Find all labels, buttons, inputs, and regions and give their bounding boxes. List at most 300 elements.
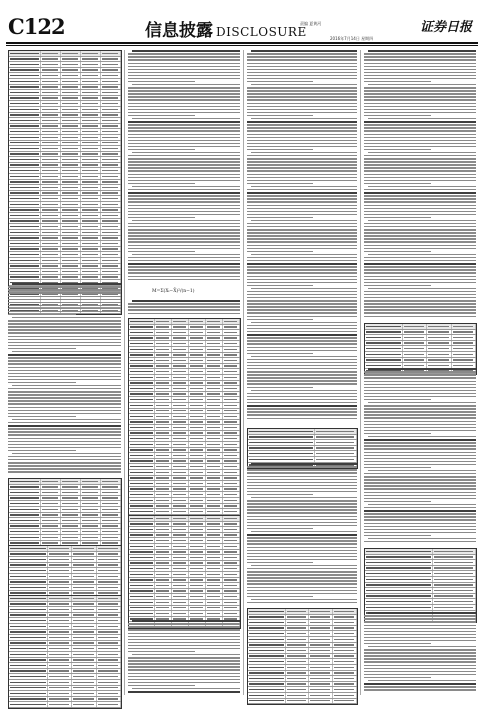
table-cell	[248, 693, 286, 698]
table-cell	[9, 580, 48, 585]
table-cell	[189, 336, 206, 341]
text-line	[8, 434, 121, 435]
table-cell	[223, 464, 240, 469]
table-cell	[189, 386, 206, 391]
text-line	[368, 368, 476, 370]
table-cell	[223, 336, 240, 341]
table-cell	[81, 107, 101, 112]
table-cell	[41, 490, 61, 495]
text-line	[8, 299, 121, 300]
text-line	[364, 300, 476, 301]
table-cell	[41, 535, 61, 540]
text-line	[247, 371, 357, 372]
text-line	[247, 466, 357, 467]
table-cell	[223, 492, 240, 497]
text-line	[247, 109, 357, 110]
column-3-table-b	[247, 608, 357, 705]
text-line	[247, 223, 357, 224]
table-cell	[155, 538, 172, 543]
text-line	[364, 245, 476, 246]
table-cell	[433, 571, 476, 576]
table-cell	[97, 624, 121, 629]
text-line	[364, 205, 476, 206]
text-line	[364, 473, 476, 474]
table-cell	[365, 335, 403, 340]
table-cell	[9, 73, 41, 78]
text-line	[364, 387, 476, 388]
table-cell	[48, 641, 72, 646]
table-cell	[286, 615, 310, 620]
text-line	[364, 266, 476, 267]
date-line: 2016年7月14日 星期四	[330, 36, 374, 41]
text-line	[247, 93, 357, 94]
text-line	[8, 422, 121, 423]
text-line	[364, 257, 476, 258]
table-cell	[315, 451, 357, 456]
text-line	[364, 479, 476, 480]
text-line	[247, 602, 357, 603]
text-line	[247, 418, 357, 419]
text-line	[12, 385, 121, 386]
table-cell	[189, 459, 206, 464]
table-cell	[9, 152, 41, 157]
masthead	[0, 0, 484, 44]
table-cell	[155, 375, 172, 380]
table-cell	[309, 665, 333, 670]
text-line	[364, 414, 476, 415]
text-line	[128, 87, 240, 88]
table-cell	[309, 659, 333, 664]
text-line	[128, 691, 240, 693]
table-cell	[129, 544, 155, 549]
table-cell	[172, 330, 189, 335]
table-cell	[248, 682, 286, 687]
table-cell	[41, 51, 61, 56]
table-cell	[155, 392, 172, 397]
table-cell	[48, 669, 72, 674]
text-line	[247, 350, 357, 351]
table-cell	[223, 583, 240, 588]
table-cell	[206, 594, 223, 599]
table-cell	[61, 479, 81, 484]
text-line	[128, 245, 240, 246]
table-cell	[172, 527, 189, 532]
table-cell	[97, 697, 121, 702]
table-cell	[223, 325, 240, 330]
table-cell	[223, 364, 240, 369]
table-cell	[41, 79, 61, 84]
table-cell	[61, 174, 81, 179]
newspaper-logo: 证券日报	[419, 20, 472, 35]
table-cell	[97, 669, 121, 674]
article-text	[128, 620, 240, 694]
table-cell	[333, 609, 357, 614]
table-cell	[223, 606, 240, 611]
table-cell	[81, 185, 101, 190]
text-line	[364, 198, 476, 199]
table-cell	[248, 699, 286, 704]
table-cell	[129, 403, 155, 408]
table-cell	[223, 498, 240, 503]
text-line	[364, 127, 476, 128]
table-cell	[286, 631, 310, 636]
text-line	[364, 294, 476, 295]
table-cell	[9, 646, 48, 651]
table-cell	[206, 527, 223, 532]
table-cell	[206, 538, 223, 543]
table-cell	[248, 620, 286, 625]
table-cell	[129, 492, 155, 497]
table-cell	[61, 513, 81, 518]
text-line	[247, 547, 357, 548]
table-cell	[101, 79, 121, 84]
table-cell	[223, 330, 240, 335]
table-cell	[9, 641, 48, 646]
table-cell	[72, 691, 96, 696]
table-row	[9, 702, 121, 708]
masthead-rule-thin	[6, 45, 478, 46]
text-line	[8, 348, 76, 349]
table-cell	[172, 561, 189, 566]
table-cell	[189, 606, 206, 611]
table-cell	[9, 219, 41, 224]
table-cell	[41, 191, 61, 196]
table-cell	[97, 641, 121, 646]
table-cell	[206, 533, 223, 538]
text-line	[247, 69, 357, 70]
table-cell	[101, 485, 121, 490]
table-cell	[48, 602, 72, 607]
text-line	[247, 550, 357, 551]
text-line	[128, 170, 240, 171]
table-cell	[97, 563, 121, 568]
table-cell	[61, 524, 81, 529]
table-cell	[101, 118, 121, 123]
table-cell	[189, 364, 206, 369]
table-cell	[189, 533, 206, 538]
table-cell	[41, 113, 61, 118]
table-cell	[129, 330, 155, 335]
text-line	[364, 448, 476, 449]
text-line	[364, 532, 476, 533]
text-line	[8, 438, 121, 439]
table-cell	[9, 596, 48, 601]
table-cell	[286, 648, 310, 653]
table-cell	[427, 358, 451, 363]
table-cell	[9, 135, 41, 140]
table-cell	[155, 353, 172, 358]
table-cell	[41, 62, 61, 67]
text-line	[364, 149, 431, 150]
table-cell	[9, 247, 41, 252]
table-cell	[9, 585, 48, 590]
table-cell	[48, 618, 72, 623]
table-cell	[286, 665, 310, 670]
table-cell	[9, 51, 41, 56]
table-cell	[81, 101, 101, 106]
table-cell	[365, 330, 403, 335]
table-cell	[9, 180, 41, 185]
table-cell	[41, 479, 61, 484]
table-cell	[81, 180, 101, 185]
text-line	[364, 458, 476, 459]
table-cell	[206, 336, 223, 341]
table-cell	[172, 509, 189, 514]
text-line	[128, 208, 240, 209]
table-cell	[81, 191, 101, 196]
table-cell	[41, 529, 61, 534]
table-cell	[48, 613, 72, 618]
table-cell	[129, 397, 155, 402]
table-cell	[248, 451, 315, 456]
table-cell	[333, 643, 357, 648]
text-line	[247, 393, 357, 394]
table-cell	[315, 435, 357, 440]
table-cell	[223, 386, 240, 391]
text-line	[247, 78, 357, 79]
table-cell	[129, 572, 155, 577]
table-cell	[223, 459, 240, 464]
table-cell	[72, 624, 96, 629]
table-cell	[172, 481, 189, 486]
text-line	[128, 115, 195, 116]
table-cell	[81, 113, 101, 118]
table-cell	[101, 269, 121, 274]
table-cell	[41, 513, 61, 518]
table-cell	[172, 453, 189, 458]
table-cell	[41, 196, 61, 201]
table-cell	[333, 631, 357, 636]
table-cell	[101, 258, 121, 263]
table-cell	[433, 583, 476, 588]
table-cell	[223, 594, 240, 599]
text-line	[247, 279, 357, 280]
text-line	[368, 470, 476, 471]
text-line	[247, 319, 313, 320]
table-cell	[97, 658, 121, 663]
table-cell	[81, 490, 101, 495]
table-cell	[101, 490, 121, 495]
text-line	[247, 155, 357, 156]
table-cell	[333, 699, 357, 704]
text-line	[247, 306, 357, 307]
text-line	[364, 683, 476, 685]
text-line	[251, 599, 357, 600]
text-line	[247, 571, 357, 572]
table-cell	[101, 513, 121, 518]
table-cell	[97, 618, 121, 623]
text-line	[132, 300, 240, 302]
text-line	[364, 269, 476, 270]
table-cell	[155, 369, 172, 374]
table-cell	[101, 57, 121, 62]
table-cell	[155, 453, 172, 458]
text-line	[247, 217, 313, 218]
text-line	[364, 390, 476, 391]
table-cell	[365, 594, 433, 599]
table-cell	[286, 682, 310, 687]
table-cell	[81, 496, 101, 501]
table-cell	[129, 347, 155, 352]
table-cell	[101, 129, 121, 134]
table-cell	[9, 513, 41, 518]
table-cell	[101, 496, 121, 501]
table-cell	[9, 107, 41, 112]
table-cell	[155, 606, 172, 611]
table-cell	[206, 392, 223, 397]
table-cell	[41, 180, 61, 185]
table-cell	[155, 498, 172, 503]
table-cell	[189, 522, 206, 527]
text-line	[128, 266, 240, 267]
text-line	[247, 534, 357, 536]
table-cell	[9, 652, 48, 657]
text-line	[247, 103, 357, 104]
text-line	[364, 625, 476, 626]
text-line	[128, 685, 195, 686]
text-line	[128, 149, 195, 150]
table-cell	[189, 431, 206, 436]
table-cell	[61, 101, 81, 106]
text-line	[128, 633, 240, 634]
text-line	[364, 482, 476, 483]
table-cell	[61, 252, 81, 257]
text-line	[8, 397, 121, 398]
table-cell	[61, 219, 81, 224]
text-line	[8, 459, 121, 460]
table-cell	[333, 637, 357, 642]
text-line	[128, 651, 195, 652]
table-cell	[72, 669, 96, 674]
table-cell	[48, 568, 72, 573]
text-line	[247, 59, 357, 60]
text-line	[12, 351, 121, 352]
table-cell	[155, 409, 172, 414]
table-cell	[9, 518, 41, 523]
section-title	[145, 16, 307, 41]
table-cell	[48, 585, 72, 590]
table-cell	[155, 403, 172, 408]
table-cell	[172, 498, 189, 503]
table-cell	[81, 535, 101, 540]
table-cell	[248, 615, 286, 620]
text-line	[132, 118, 240, 119]
table-cell	[48, 663, 72, 668]
table-cell	[61, 163, 81, 168]
text-line	[247, 596, 313, 597]
table-cell	[41, 252, 61, 257]
text-line	[364, 374, 476, 375]
table-cell	[206, 409, 223, 414]
text-line	[8, 302, 121, 303]
text-line	[128, 623, 240, 624]
table-cell	[223, 409, 240, 414]
text-line	[247, 516, 357, 517]
table-cell	[452, 335, 476, 340]
table-cell	[315, 446, 357, 451]
table-cell	[41, 507, 61, 512]
table-cell	[365, 599, 433, 604]
table-cell	[81, 135, 101, 140]
text-line	[247, 137, 357, 138]
table-cell	[41, 129, 61, 134]
table-cell	[189, 325, 206, 330]
text-line	[128, 130, 240, 131]
table-cell	[101, 90, 121, 95]
table-cell	[9, 129, 41, 134]
table-cell	[206, 509, 223, 514]
table-cell	[48, 658, 72, 663]
table-cell	[189, 341, 206, 346]
table-cell	[189, 476, 206, 481]
table-cell	[61, 180, 81, 185]
text-line	[247, 63, 357, 64]
table-cell	[189, 414, 206, 419]
text-line	[247, 232, 357, 233]
table-cell	[223, 448, 240, 453]
text-line	[247, 587, 357, 588]
table-cell	[172, 487, 189, 492]
table-cell	[97, 702, 121, 707]
table-cell	[155, 476, 172, 481]
table-cell	[129, 578, 155, 583]
text-line	[364, 195, 476, 196]
text-line	[368, 220, 476, 221]
text-line	[364, 66, 476, 67]
table-cell	[9, 490, 41, 495]
table-cell	[172, 606, 189, 611]
table-cell	[206, 566, 223, 571]
table-cell	[61, 247, 81, 252]
table-cell	[61, 107, 81, 112]
table-cell	[155, 425, 172, 430]
text-line	[364, 130, 476, 131]
table-cell	[309, 676, 333, 681]
table-cell	[61, 241, 81, 246]
text-line	[247, 130, 357, 131]
text-line	[247, 81, 313, 82]
text-line	[247, 170, 357, 171]
table-cell	[9, 101, 41, 106]
table-cell	[155, 397, 172, 402]
text-line	[128, 53, 240, 54]
table-cell	[206, 436, 223, 441]
text-line	[364, 649, 476, 650]
table-cell	[101, 185, 121, 190]
table-cell	[365, 560, 433, 565]
text-line	[128, 309, 240, 310]
text-line	[128, 269, 240, 270]
table-cell	[333, 687, 357, 692]
table-cell	[129, 448, 155, 453]
text-line	[247, 383, 357, 384]
table-cell	[9, 529, 41, 534]
table-cell	[48, 563, 72, 568]
text-line	[247, 143, 357, 144]
table-cell	[248, 626, 286, 631]
table-cell	[155, 381, 172, 386]
text-line	[8, 444, 121, 445]
text-line	[247, 528, 313, 529]
text-line	[364, 106, 476, 107]
text-line	[364, 488, 476, 489]
text-line	[128, 72, 240, 73]
table-cell	[41, 241, 61, 246]
table-cell	[101, 168, 121, 173]
text-line	[247, 380, 357, 381]
table-cell	[81, 485, 101, 490]
table-cell	[61, 96, 81, 101]
